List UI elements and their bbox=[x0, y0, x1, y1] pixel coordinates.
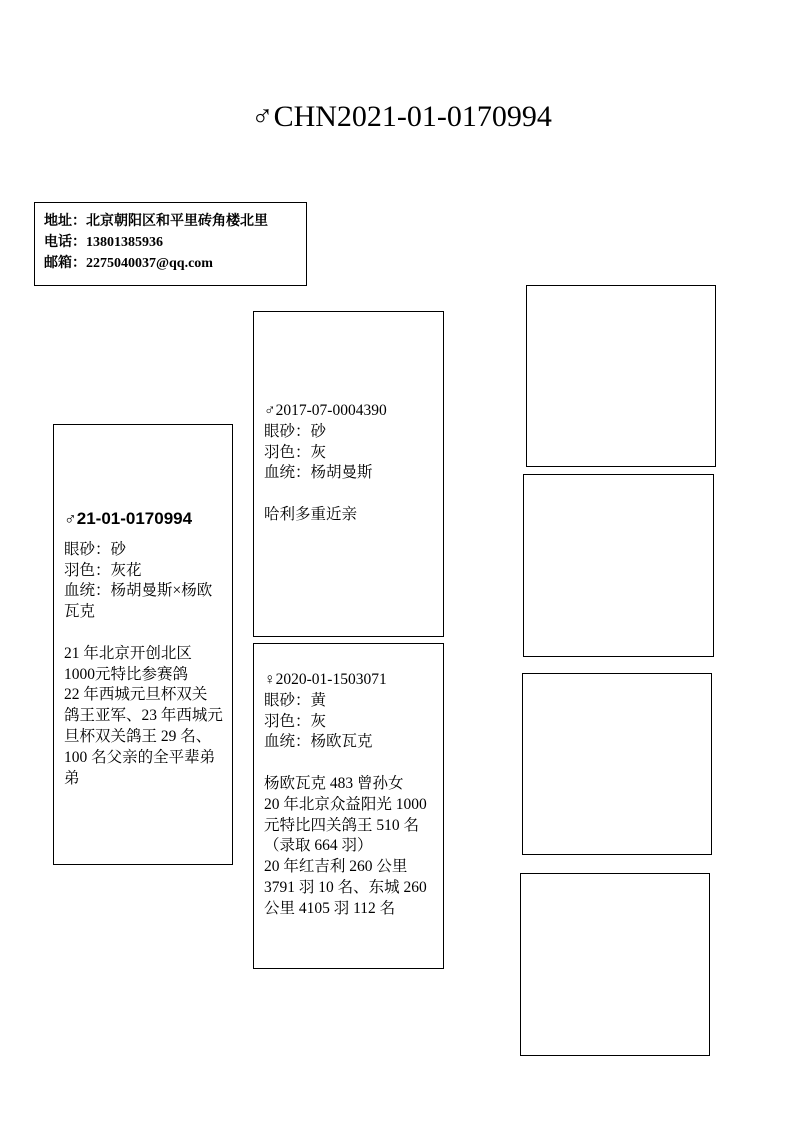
grandparent-box-dam-sire bbox=[522, 673, 712, 855]
subject-note-line: 22 年西城元旦杯双关 bbox=[64, 686, 208, 704]
dam-note-line: 3791 羽 10 名、东城 260 bbox=[264, 878, 427, 896]
subject-note-line: 21 年北京开创北区 bbox=[64, 644, 192, 662]
subject-note-line: 弟 bbox=[64, 769, 80, 787]
dam-color: 羽色：灰 bbox=[264, 712, 327, 730]
dam-note-line: 20 年红吉利 260 公里 bbox=[264, 858, 408, 876]
dam-note-line: 公里 4105 羽 112 名 bbox=[264, 899, 396, 917]
sire-box bbox=[253, 311, 444, 637]
subject-note-line: 1000元特比参赛鸽 bbox=[64, 665, 189, 683]
subject-note-line: 鸽王亚军、23 年西城元 bbox=[64, 707, 223, 725]
dam-box bbox=[253, 643, 444, 969]
subject-eye: 眼砂：砂 bbox=[64, 540, 127, 558]
dam-bloodline: 血统：杨欧瓦克 bbox=[264, 733, 373, 751]
dam-note-line: 元特比四关鸽王 510 名 bbox=[264, 816, 420, 834]
dam-ring-number: ♀2020-01-1503071 bbox=[264, 671, 387, 688]
contact-phone: 电话：13801385936 bbox=[44, 235, 163, 250]
subject-color: 羽色：灰花 bbox=[64, 561, 142, 579]
sire-ring-number: ♂2017-07-0004390 bbox=[264, 402, 387, 419]
sire-eye: 眼砂：砂 bbox=[264, 422, 327, 440]
grandparent-box-sire-sire bbox=[526, 285, 716, 467]
dam-note-line: 杨欧瓦克 483 曾孙女 bbox=[264, 774, 404, 792]
dam-note-line: （录取 664 羽） bbox=[264, 837, 373, 855]
spacer bbox=[264, 753, 439, 774]
subject-note-line: 旦杯双关鸽王 29 名、 bbox=[64, 727, 212, 745]
subject-bloodline: 瓦克 bbox=[64, 603, 96, 621]
contact-email: 邮箱：2275040037@qq.com bbox=[44, 256, 213, 271]
subject-note-line: 100 名父亲的全平辈弟 bbox=[64, 748, 216, 766]
contact-box bbox=[34, 202, 307, 286]
subject-bird-box bbox=[53, 424, 233, 865]
spacer bbox=[264, 484, 439, 505]
dam-eye: 眼砂：黄 bbox=[264, 691, 327, 709]
spacer bbox=[64, 623, 228, 644]
grandparent-box-dam-dam bbox=[520, 873, 710, 1056]
sire-note-line: 哈利多重近亲 bbox=[264, 505, 358, 523]
sire-bloodline: 血统：杨胡曼斯 bbox=[264, 464, 373, 482]
subject-ring-number: ♂21-01-0170994 bbox=[64, 509, 193, 528]
grandparent-box-sire-dam bbox=[523, 474, 714, 657]
sire-color: 羽色：灰 bbox=[264, 443, 327, 461]
dam-note-line: 20 年北京众益阳光 1000 bbox=[264, 795, 427, 813]
subject-bloodline: 血统：杨胡曼斯×杨欧 bbox=[64, 582, 213, 600]
contact-address: 地址：北京朝阳区和平里砖角楼北里 bbox=[44, 214, 268, 229]
pedigree-title: ♂CHN2021-01-0170994 bbox=[251, 100, 552, 133]
